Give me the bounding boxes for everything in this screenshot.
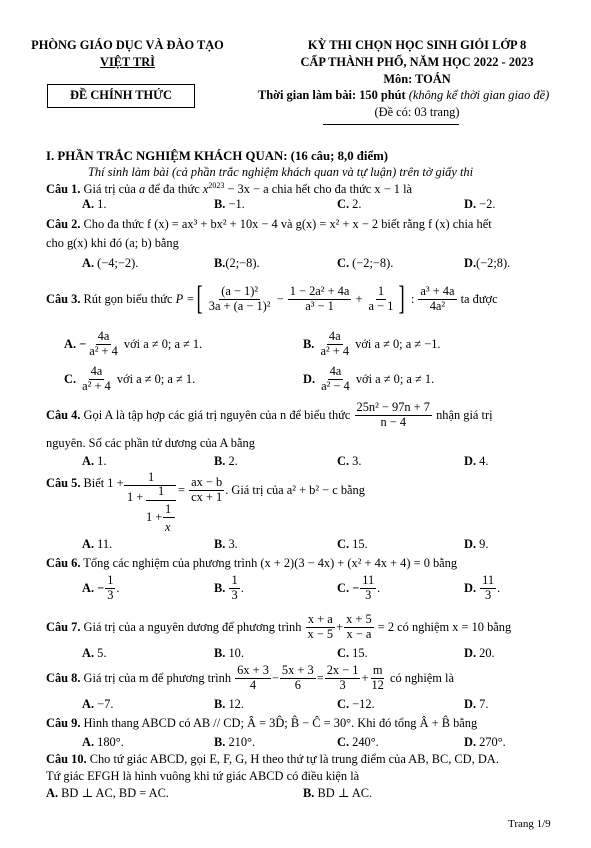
official-label: ĐỀ CHÍNH THỨC [70, 88, 172, 102]
q8-option-a[interactable]: A. −7. [82, 697, 114, 711]
q4-option-d[interactable]: D. 4. [464, 454, 489, 468]
q4-option-c[interactable]: C. 3. [337, 454, 362, 468]
section-instruction: Thí sinh làm bài (cả phần trắc nghiệm khách quan và tự luận) trên tờ giấy thi [88, 165, 474, 179]
q5-cf-num3: 1 [165, 502, 172, 516]
question-4: Câu 4. Gọi A là tập hợp các giá trị nguyên của n để biểu thức $\frac{\text{25n² − 97n + 7}}{n - 4}$ nhận giá trị [46, 400, 493, 429]
q7-option-b[interactable]: B. 10. [214, 646, 244, 660]
q8-option-c[interactable]: C. −12. [337, 697, 375, 711]
question-1: Câu 1. Giá trị của a để đa thức $x^{2023} - 3x - a$ chia hết cho đa thức x − 1 là [46, 180, 413, 196]
q5-cf-bar3 [163, 517, 175, 518]
q2-option-c[interactable]: C. (−2;−8). [337, 256, 394, 270]
time-limit: Thời gian làm bài: 150 phút (không kể thời gian giao đề) [258, 88, 550, 102]
page-number: Trang 1/9 [508, 818, 551, 830]
exam-title: KỲ THI CHỌN HỌC SINH GIỎI LỚP 8 [307, 38, 527, 52]
question-8: Câu 8. Giá trị của m để phương trình $\frac{6x + 3}{4}$ − $\frac{5x + 3}{6}$ = $\frac{2x - 1}{3}$ + $\frac{m}{12}$ có nghiệm là [46, 663, 454, 692]
q6-option-a[interactable]: A. − $\frac{1}{3}$ . [82, 573, 120, 602]
q2-option-b[interactable]: B.(2;−8). [214, 256, 260, 270]
q10-option-b[interactable]: B. BD ⊥ AC. [303, 786, 373, 800]
header-divider [323, 124, 459, 125]
q7-option-d[interactable]: D. 20. [464, 646, 495, 660]
question-5: Câu 5. Biết 1 + [46, 476, 124, 490]
q7-option-c[interactable]: C. 15. [337, 646, 368, 660]
city-name: VIỆT TRÌ [100, 55, 155, 69]
q1-option-d[interactable]: D. −2. [464, 197, 496, 211]
q5-option-c[interactable]: C. 15. [337, 537, 368, 551]
q5-option-d[interactable]: D. 9. [464, 537, 489, 551]
q5-option-a[interactable]: A. 11. [82, 537, 113, 551]
q10-option-a[interactable]: A. BD ⊥ AC, BD = AC. [46, 786, 169, 800]
q4-option-a[interactable]: A. 1. [82, 454, 107, 468]
question-7: Câu 7. Giá trị của a nguyên dương để phương trình $\frac{x + a}{x - 5}$ + $\frac{x + 5}{x - a}$ = 2 có nghiệm x = 10 bằng [46, 612, 512, 641]
question-9: Câu 9. Hình thang ABCD có AB // CD; Â = 3D̂; B̂ − Ĉ = 30°. Khi đó tổng Â + B̂ bằng [46, 716, 478, 730]
q3-option-d[interactable]: D. $\frac{4a}{\text{a² − 4}}$ với a ≠ 0; a ≠ 1. [303, 364, 435, 393]
q5-cf-1plus: 1 + [127, 490, 144, 504]
q9-option-c[interactable]: C. 240°. [337, 735, 379, 749]
q6-option-d[interactable]: D. $\frac{11}{3}$ . [464, 573, 501, 602]
q2-option-a[interactable]: A. (−4;−2). [82, 256, 139, 270]
q5-cf-bar1 [124, 485, 176, 486]
question-6: Câu 6. Tổng các nghiệm của phương trình (x + 2)(3 − 4x) + (x² + 4x + 4) = 0 bằng [46, 556, 458, 570]
q1-option-a[interactable]: A. 1. [82, 197, 107, 211]
q5-option-b[interactable]: B. 3. [214, 537, 238, 551]
q9-option-a[interactable]: A. 180°. [82, 735, 124, 749]
q5-cf-1plus2: 1 + [146, 510, 163, 524]
q5-cf-num: 1 [148, 470, 155, 484]
q7-option-a[interactable]: A. 5. [82, 646, 107, 660]
q4-option-b[interactable]: B. 2. [214, 454, 238, 468]
q3-option-a[interactable]: A. − $\frac{4a}{\text{a² + 4}}$ với a ≠ 0; a ≠ 1. [64, 329, 203, 358]
q3-option-c[interactable]: C. $\frac{4a}{\text{a² + 4}}$ với a ≠ 0; a ≠ 1. [64, 364, 196, 393]
question-10-line2: Tứ giác EFGH là hình vuông khi tứ giác ABCD có điều kiện là [46, 769, 360, 783]
department-name: PHÒNG GIÁO DỤC VÀ ĐÀO TẠO [31, 38, 224, 52]
subject: Môn: TOÁN [383, 72, 451, 86]
q9-option-b[interactable]: B. 210°. [214, 735, 256, 749]
question-4-line2: nguyên. Số các phần tử dương của A bằng [46, 436, 255, 450]
q1-option-b[interactable]: B. −1. [214, 197, 245, 211]
q8-option-b[interactable]: B. 12. [214, 697, 244, 711]
q5-cf-num2: 1 [158, 484, 165, 498]
q5-rhs: = $\frac{ax - b}{cx + 1}$ . Giá trị của a² + b² − c bằng [178, 475, 365, 504]
question-2: Câu 2. Cho đa thức f (x) = ax³ + bx² + 10x − 4 và g(x) = x² + x − 2 biết rằng f (x) chia hết [46, 217, 492, 231]
q5-cf-x: x [165, 520, 171, 534]
section-title: I. PHẦN TRẮC NGHIỆM KHÁCH QUAN: (16 câu; 8,0 điểm) [46, 149, 389, 163]
question-2-line2: cho g(x) khi đó (a; b) bằng [46, 236, 179, 250]
question-3: Câu 3. Rút gọn biểu thức P = [ $\frac{\text{(a − 1)²}}{\text{3a + (a − 1)²}}$ − $\frac{\text{1 − 2a² + 4a}}{\text{a³ − 1}}$ + $\frac{1}{a - 1}$ ] : $\frac{\text{a³ + 4a}}{\text{4a²}}$ ta được [46, 280, 498, 317]
q6-option-b[interactable]: B. $\frac{1}{3}$ . [214, 573, 244, 602]
pages-note: (Đề có: 03 trang) [374, 105, 460, 119]
question-10: Câu 10. Cho tứ giác ABCD, gọi E, F, G, H theo thứ tự là trung điểm của AB, BC, CD, DA. [46, 752, 499, 766]
exam-level: CẤP THÀNH PHỐ, NĂM HỌC 2022 - 2023 [300, 55, 534, 69]
q1-option-c[interactable]: C. 2. [337, 197, 362, 211]
q5-cf-bar2 [146, 500, 176, 501]
q8-option-d[interactable]: D. 7. [464, 697, 489, 711]
q9-option-d[interactable]: D. 270°. [464, 735, 506, 749]
q3-option-b[interactable]: B. $\frac{4a}{\text{a² + 4}}$ với a ≠ 0; a ≠ −1. [303, 329, 441, 358]
q6-option-c[interactable]: C. − $\frac{11}{3}$ . [337, 573, 381, 602]
q2-option-d[interactable]: D.(−2;8). [464, 256, 511, 270]
